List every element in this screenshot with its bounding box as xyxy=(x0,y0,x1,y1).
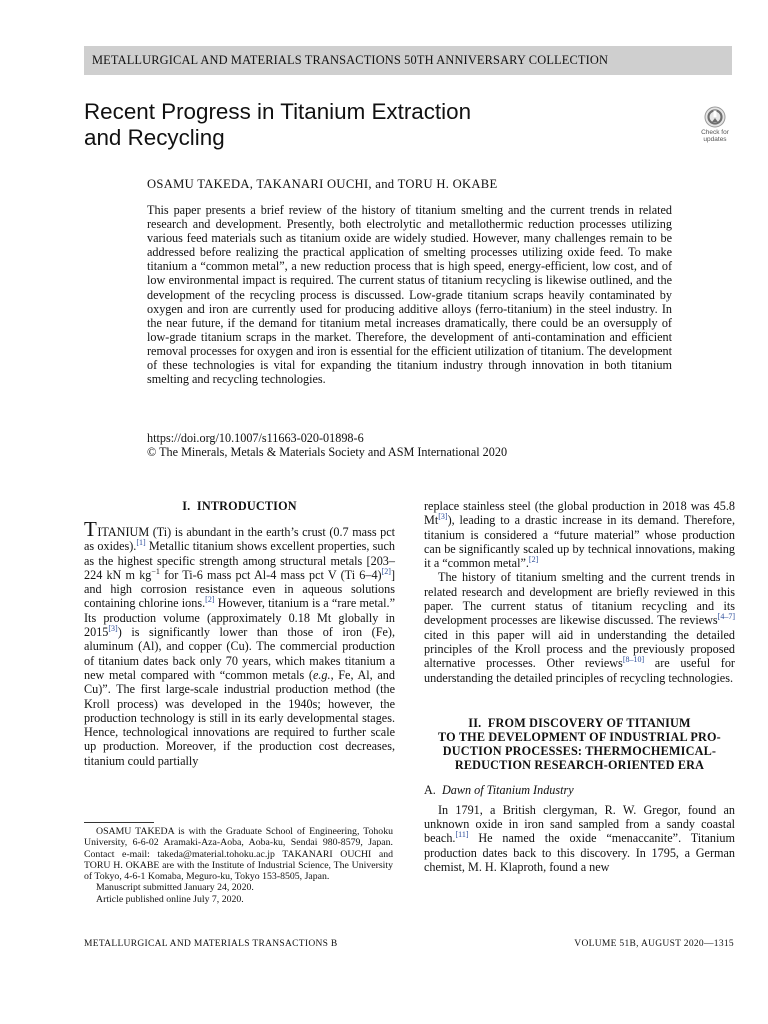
article-title xyxy=(84,99,644,151)
text-run: However, titanium is a “rare metal.” Its production volume (approximately 0.18 Mt globally in 2015 xyxy=(84,596,395,640)
check-for-updates-badge[interactable] xyxy=(696,106,734,146)
citation-link[interactable]: [8–10] xyxy=(622,655,645,665)
author-list: OSAMU TAKEDA, TAKANARI OUCHI, and TORU H. OKABE xyxy=(147,177,498,191)
heading-line: II. FROM DISCOVERY OF TITANIUM xyxy=(468,715,691,730)
citation-link[interactable]: [3] xyxy=(108,624,118,634)
check-label-line: Check for xyxy=(701,129,729,136)
subsection-heading xyxy=(424,783,735,797)
text-run: Metallic titanium shows excellent properties, such as the highest specific strength among structural metals [203–224 kN m kg xyxy=(84,539,396,582)
intro-paragraph xyxy=(424,570,735,684)
citation-link[interactable]: [4–7] xyxy=(717,612,735,622)
check-for-updates-label xyxy=(696,129,734,143)
subsection-label: A. xyxy=(424,782,442,797)
heading-line: REDUCTION RESEARCH-ORIENTED ERA xyxy=(454,757,705,772)
citation-link[interactable]: [2] xyxy=(528,555,539,565)
abstract: This paper presents a brief review of the history of titanium smelting and the current trends in related research and development. Presently, both electrolytic and metallothermic reduction processes utilizing various feed materials such as titanium oxide are widely studied. However, many challenges remain to be addressed before realizing the practical application of smelting processes utilizing oxide feed. To make titanium a “common metal”, a new reduction process that is high speed, energy-efficient, low cost, and of low environmental impact is required. The current status of titanium recycling is likewise outlined, and the development of the recycling process is discussed. Low-grade titanium scraps heavily contaminated by oxygen and iron are currently used for producing additive alloys (ferro-titanium) in the steel industry. In the near future, if the demand for titanium metal increases dramatically, there could be an oversupply of low-grade titanium scraps in the market. Therefore, the development of anti-contamination and efficient removal processes for oxygen and iron is essential for the efficient utilization of titanium. The development of these technologies is vital for expanding the titanium industry through innovation in both titanium smelting and recycling technologies. xyxy=(147,203,672,387)
left-column xyxy=(84,499,395,768)
text-run: ), leading to a drastic increase in its demand. Therefore, titanium is considered a “future material” whose production can be significantly scaled up by technical innovations, making it a “common metal”. xyxy=(424,513,735,571)
collection-banner: METALLURGICAL AND MATERIALS TRANSACTIONS 50TH ANNIVERSARY COLLECTION xyxy=(84,46,732,75)
article-title-line: and Recycling xyxy=(84,125,225,150)
discovery-paragraph xyxy=(424,803,735,874)
citation-link[interactable]: [3] xyxy=(438,512,448,522)
intro-paragraph-continued xyxy=(424,499,735,570)
section-heading-introduction: I. INTRODUCTION xyxy=(182,499,297,513)
right-column xyxy=(424,499,735,874)
text-run: ] and high corrosion resistance even in aqueous solutions containing chlorine ions. xyxy=(84,567,396,611)
doi-link[interactable]: https://doi.org/10.1007/s11663-020-01898-6 xyxy=(147,431,364,445)
section-heading-discovery xyxy=(424,716,735,772)
article-title-line: Recent Progress in Titanium Extraction xyxy=(84,99,472,124)
author-footnotes xyxy=(84,826,393,905)
text-run: , Fe, Al, and Cu)”. The first large-scale industrial production method (the Kroll process) was developed in the 1940s; however, the production technology is still in its early developmental stages. Hence, technological innovations are required to further scale up production. Moreover, if the production cost decreases, titanium could partially xyxy=(84,667,395,768)
drop-cap: T xyxy=(84,517,98,541)
citation-link[interactable]: [1] xyxy=(136,538,146,548)
check-for-updates-icon xyxy=(704,106,726,128)
text-run: He named the oxide “menaccanite”. Titanium production dates back to this discovery. In 1795, a German chemist, M. H. Klaproth, found a new xyxy=(424,831,735,875)
journal-footer: METALLURGICAL AND MATERIALS TRANSACTIONS B xyxy=(84,939,338,949)
text-run: In 1791, a British clergyman, R. W. Gregor, found an unknown oxide in iron sand sampled from a sandy coastal beach. xyxy=(424,802,735,846)
text-run: are useful for understanding the detailed principles of recycling technologies. xyxy=(424,656,735,685)
affiliation-note: OSAMU TAKEDA is with the Graduate School of Engineering, Tohoku University, 6-6-02 Aramaki-Aza-Aoba, Aoba-ku, Sendai 980-8579, Japan. Contact e-mail: takeda@material.tohoku.ac.jp TAKANARI OUCHI and TORU H. OKABE are with the Institute of Industrial Science, The University of Tokyo, 4-6-1 Komaba, Meguro-ku, Tokyo 153-8505, Japan. xyxy=(84,826,393,883)
text-run: for Ti-6 mass pct Al-4 mass pct V (Ti 6–4) xyxy=(159,567,382,582)
text-run: The history of titanium smelting and the current trends in related research and development are briefly reviewed in this paper. The current status of titanium recycling and its development processes are likewise discussed. The reviews xyxy=(424,570,735,628)
citation-link[interactable]: [2] xyxy=(205,595,215,605)
footnote-divider xyxy=(84,822,154,823)
citation-link[interactable]: [11] xyxy=(455,830,469,840)
text-run: ) is significantly lower than those of iron (Fe), aluminum (Al), and copper (Cu). The commercial production of titanium dates back only 70 years, which makes titanium a new metal compared with “common metals ( xyxy=(84,625,395,682)
heading-line: DUCTION PROCESSES: THERMOCHEMICAL- xyxy=(442,743,717,758)
check-label-line: updates xyxy=(703,136,727,143)
citation-link[interactable]: [2] xyxy=(381,566,391,576)
text-run: cited in this paper will aid in understanding the detailed principles of the Kroll process and the previously proposed alternative processes. Other reviews xyxy=(424,627,735,671)
copyright-notice: © The Minerals, Metals & Materials Society and ASM International 2020 xyxy=(147,445,508,459)
volume-page-footer: VOLUME 51B, AUGUST 2020—1315 xyxy=(574,939,734,949)
text-run: ITANIUM (Ti) is abundant in the earth’s crust (0.7 mass pct as oxides). xyxy=(84,525,395,554)
intro-paragraph xyxy=(84,517,396,768)
text-run: replace stainless steel (the global production in 2018 was 45.8 Mt xyxy=(424,499,735,528)
heading-line: TO THE DEVELOPMENT OF INDUSTRIAL PRO- xyxy=(438,729,721,744)
subsection-title: Dawn of Titanium Industry xyxy=(441,782,574,797)
text-run-italic: e.g. xyxy=(312,667,331,682)
publication-date-note: Article published online July 7, 2020. xyxy=(96,893,244,905)
submission-date-note: Manuscript submitted January 24, 2020. xyxy=(96,882,254,894)
superscript-exponent: −1 xyxy=(151,566,160,576)
